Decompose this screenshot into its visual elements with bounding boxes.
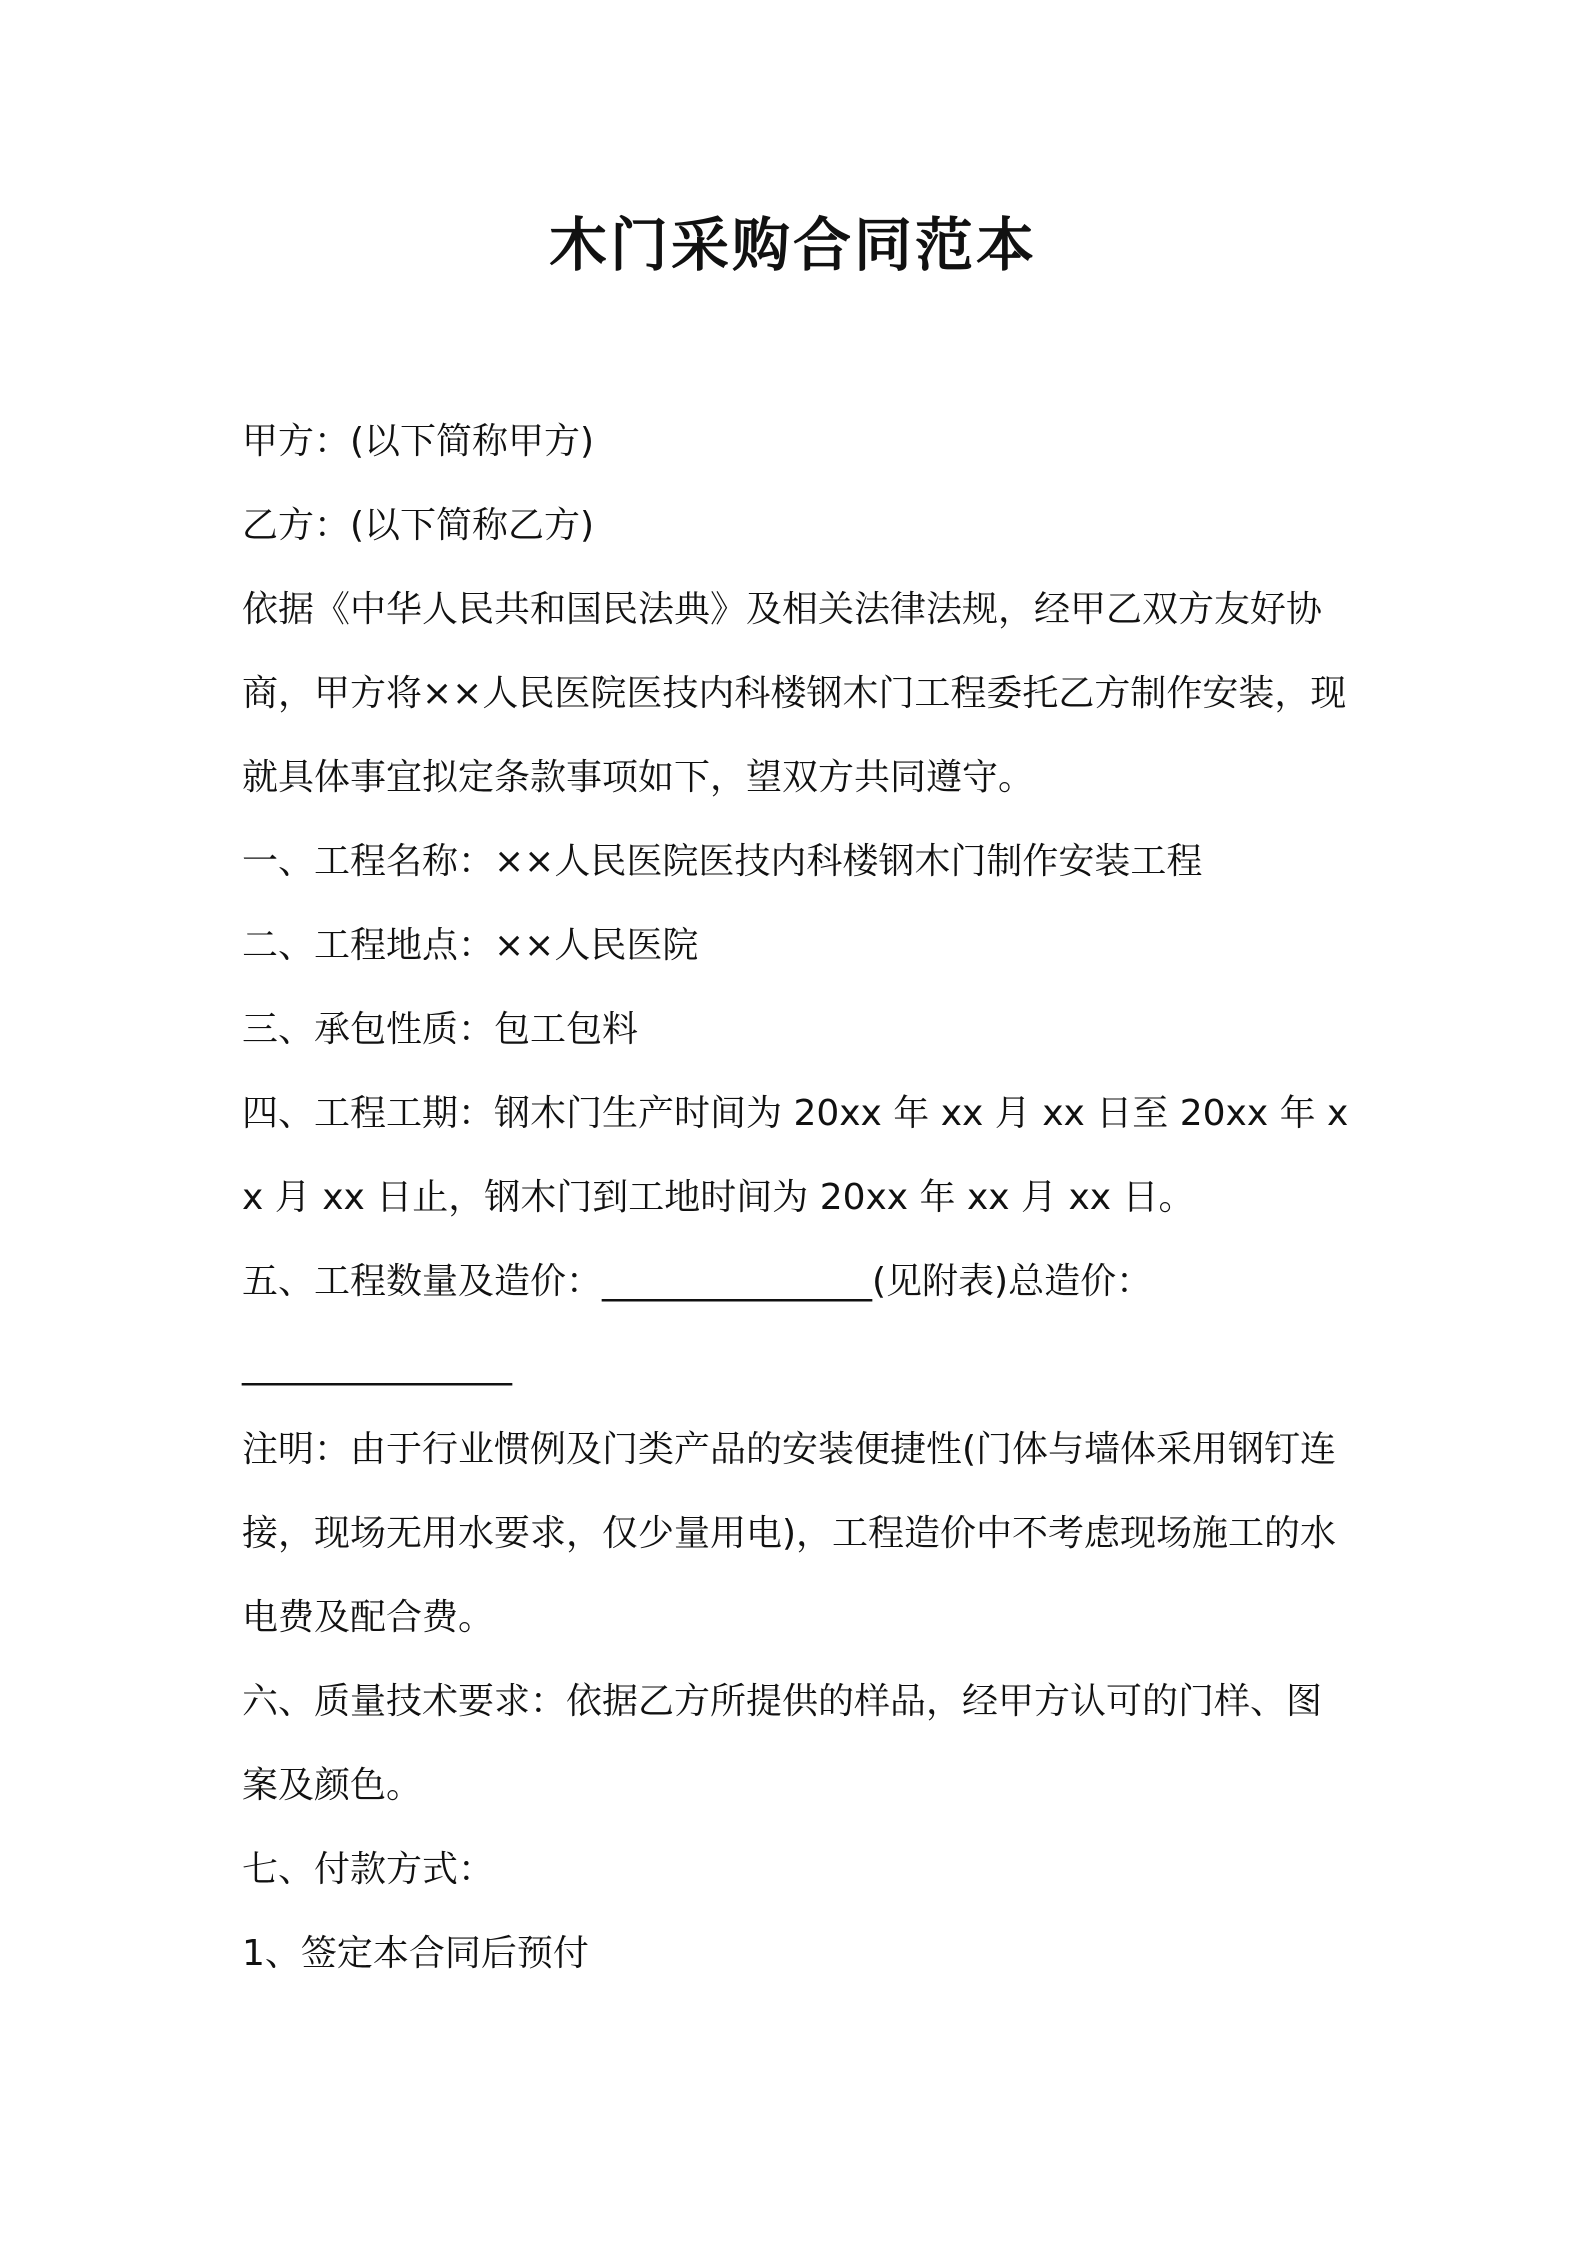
party-b-line: 乙方：(以下简称乙方) <box>242 505 595 546</box>
preamble-paragraph: 依据《中华人民共和国民法典》及相关法律法规，经甲乙双方友好协商，甲方将××人民医院医技内科楼钢木门工程委托乙方制作安装，现就具体事宜拟定条款事项如下，望双方共同遵守。 <box>242 589 1347 798</box>
clause-quality-requirements: 六、质量技术要求：依据乙方所提供的样品，经甲方认可的门样、图案及颜色。 <box>242 1681 1323 1806</box>
clause-project-name: 一、工程名称：××人民医院医技内科楼钢木门制作安装工程 <box>242 841 1203 882</box>
total-price-blank: _______________ <box>242 1345 512 1386</box>
note-paragraph: 注明：由于行业惯例及门类产品的安装便捷性(门体与墙体采用钢钉连接，现场无用水要求，仅少量用电)，工程造价中不考虑现场施工的水电费及配合费。 <box>242 1429 1337 1638</box>
clause-payment-method: 七、付款方式： <box>242 1849 495 1890</box>
party-a-line: 甲方：(以下简称甲方) <box>242 421 595 462</box>
document-body <box>242 400 1352 1996</box>
clause-contract-nature: 三、承包性质：包工包料 <box>242 1009 639 1050</box>
payment-item-1: 1、签定本合同后预付 <box>242 1933 589 1974</box>
clause-project-location: 二、工程地点：××人民医院 <box>242 925 699 966</box>
document-title: 木门采购合同范本 <box>548 211 1037 279</box>
clause-quantity-price: 五、工程数量及造价：_______________(见附表)总造价： <box>242 1261 1153 1302</box>
clause-project-schedule: 四、工程工期：钢木门生产时间为 20xx 年 xx 月 xx 日至 20xx 年 xx 月 xx 日止，钢木门到工地时间为 20xx 年 xx 月 xx 日。 <box>242 1093 1349 1218</box>
